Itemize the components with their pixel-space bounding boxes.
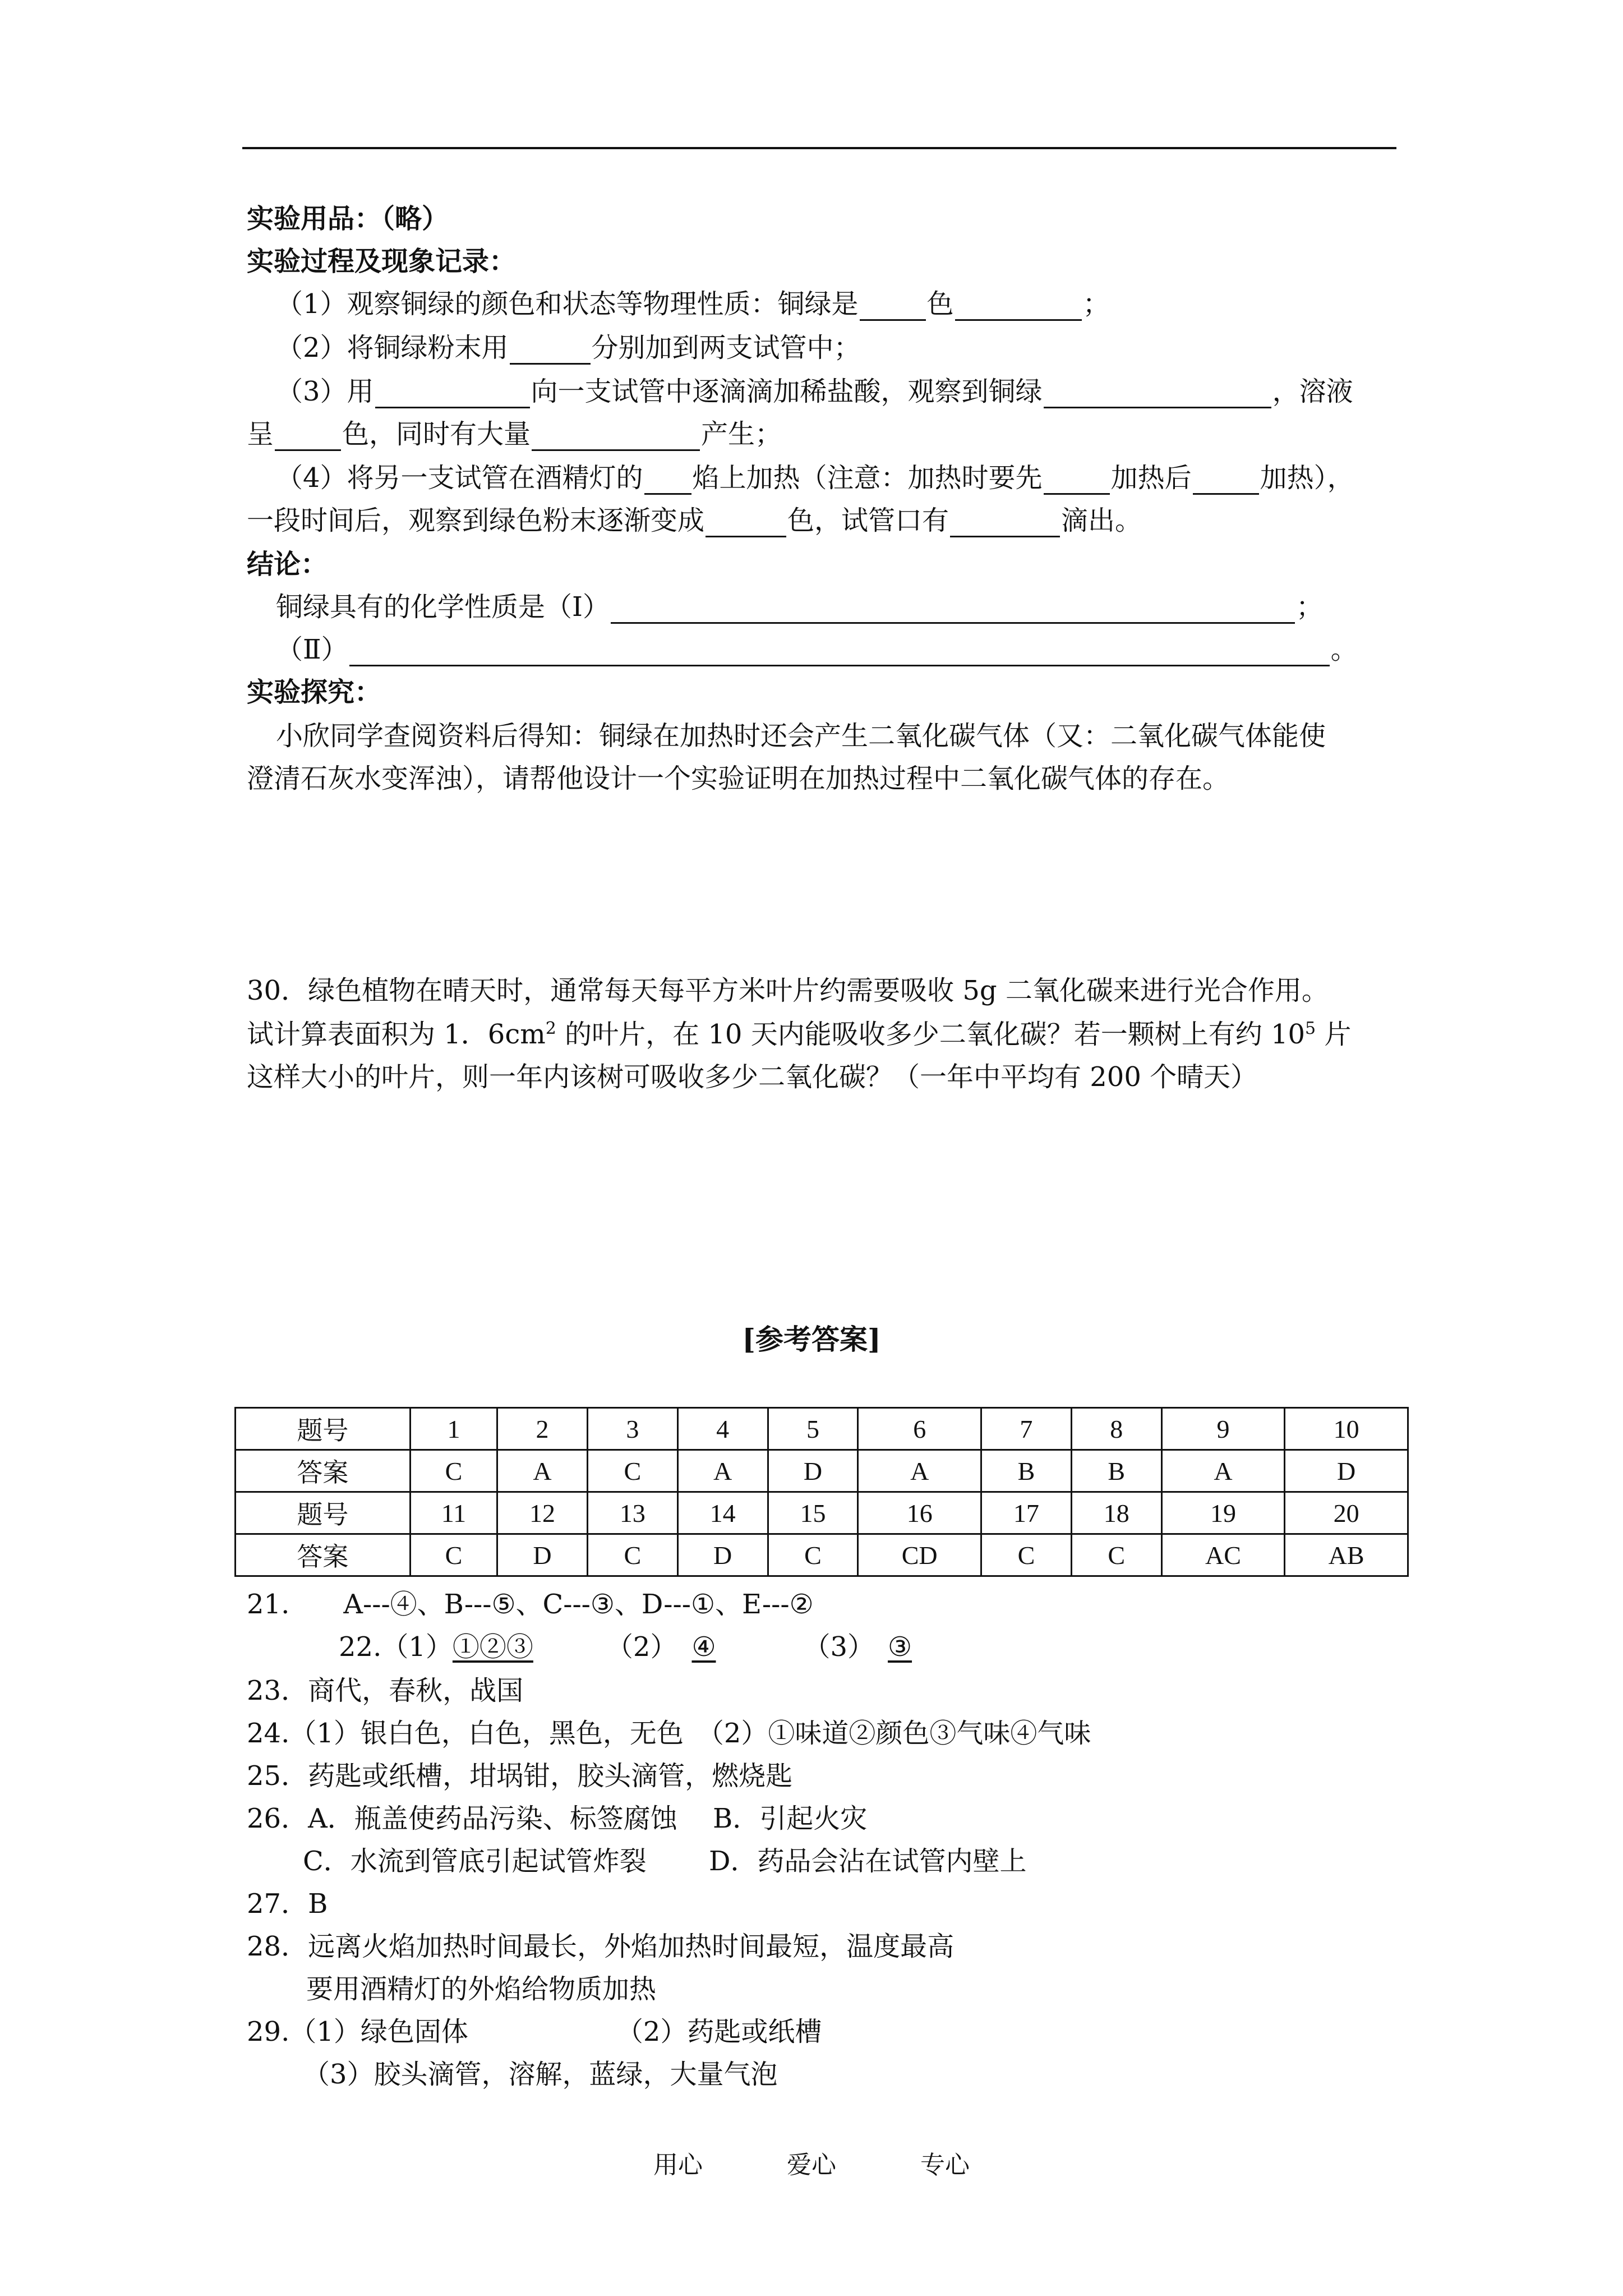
answer-29-text-2: （3）胶头滴管，溶解，蓝绿，大量气泡 (303, 2059, 778, 2090)
step3-text-a: （3）用 (276, 376, 374, 407)
answer-23-text: 23．商代，春秋，战国 (247, 1675, 524, 1706)
answer-22-label-1: 22.（1） (339, 1631, 453, 1663)
table-cell: C (768, 1534, 858, 1576)
table-cell: C (410, 1450, 497, 1492)
table-cell: AB (1285, 1534, 1408, 1576)
table-cell: 18 (1071, 1492, 1161, 1534)
step3-line-2 (247, 417, 782, 451)
table-cell: C (981, 1534, 1072, 1576)
table-cell: D (768, 1450, 858, 1492)
process-title (247, 245, 516, 278)
step4-text-f: 色，试管口有 (787, 505, 949, 536)
step4-text-g: 滴出。 (1061, 505, 1142, 536)
step4-blank-then[interactable] (1193, 465, 1259, 495)
conclusion-1-text: 铜绿具有的化学性质是（Ⅰ） (276, 591, 610, 623)
table-cell: 13 (587, 1492, 677, 1534)
table-cell: A (677, 1450, 768, 1492)
conclusion-title (247, 547, 328, 581)
step4-blank-first[interactable] (1044, 465, 1110, 495)
step3-blank-tool[interactable] (375, 379, 530, 408)
answer-29-text-1: 29.（1）绿色固体 （2）药匙或纸槽 (247, 2016, 822, 2047)
step4-text-e: 一段时间后，观察到绿色粉末逐渐变成 (247, 505, 705, 536)
conclusion-1-line (276, 590, 1323, 624)
q30-text-2c: 片 (1316, 1019, 1352, 1050)
answer-29-line-1 (247, 2015, 822, 2049)
answer-27 (247, 1887, 328, 1921)
conclusion-1-end: ； (1295, 591, 1323, 623)
header-rule (242, 147, 1396, 149)
answer-22-label-3: （3） (803, 1631, 875, 1663)
footer-item-1: 用心 (653, 2151, 703, 2179)
explore-line-1 (276, 719, 1326, 753)
step4-line (276, 461, 1354, 495)
table-cell: 8 (1071, 1408, 1161, 1450)
table-cell: A (858, 1450, 981, 1492)
table-cell: 19 (1161, 1492, 1285, 1534)
table-row-header: 答案 (236, 1450, 411, 1492)
explore-text-1: 小欣同学查阅资料后得知：铜绿在加热时还会产生二氧化碳气体（又：二氧化碳气体能使 (276, 720, 1326, 752)
step4-text-b: 焰上加热（注意：加热时要先 (692, 462, 1043, 494)
table-cell: D (1285, 1450, 1408, 1492)
table-row (236, 1408, 1408, 1450)
step1-text-a: （1）观察铜绿的颜色和状态等物理性质：铜绿是 (276, 288, 859, 320)
q30-text-1: 30．绿色植物在晴天时，通常每天每平方米叶片约需要吸收 5g 二氧化碳来进行光合作用。 (247, 975, 1329, 1006)
conclusion-1-blank[interactable] (611, 594, 1295, 624)
answers-title: [参考答案] (742, 1323, 881, 1356)
table-cell: C (410, 1534, 497, 1576)
table-cell: 11 (410, 1492, 497, 1534)
q30-line-3 (247, 1060, 1257, 1094)
answer-24 (247, 1717, 1091, 1750)
answer-28-text-2: 要用酒精灯的外焰给物质加热 (306, 1973, 657, 2005)
footer-item-3: 专心 (920, 2151, 970, 2179)
step3-text-b: 向一支试管中逐滴滴加稀盐酸，观察到铜绿 (531, 376, 1043, 407)
step2-blank[interactable] (510, 335, 591, 365)
table-cell: 9 (1161, 1408, 1285, 1450)
step2-line (276, 331, 861, 365)
table-row-header: 题号 (236, 1492, 411, 1534)
table-cell: A (1161, 1450, 1285, 1492)
table-cell: 2 (497, 1408, 588, 1450)
step3-line (276, 375, 1353, 408)
explore-title (247, 675, 381, 709)
materials-line (247, 202, 449, 236)
table-cell: 12 (497, 1492, 588, 1534)
conclusion-title-text: 结论： (247, 549, 328, 580)
table-cell: B (1071, 1450, 1161, 1492)
table-cell: 6 (858, 1408, 981, 1450)
q30-text-2b: 的叶片，在 10 天内能吸收多少二氧化碳？若一颗树上有约 10 (556, 1019, 1306, 1050)
materials-text: 实验用品：（略） (247, 203, 449, 234)
step1-text-c: ； (1082, 288, 1110, 320)
q30-line-2 (247, 1018, 1351, 1051)
answer-22-value-1: ①②③ (452, 1631, 533, 1663)
table-cell: 4 (677, 1408, 768, 1450)
table-cell: 20 (1285, 1492, 1408, 1534)
answer-26-line-1 (247, 1802, 867, 1835)
step1-line (276, 287, 1110, 321)
step3-blank-observe[interactable] (1044, 379, 1271, 408)
table-cell: 14 (677, 1492, 768, 1534)
table-cell: A (497, 1450, 588, 1492)
step3-blank-gas[interactable] (532, 421, 700, 451)
table-cell: 15 (768, 1492, 858, 1534)
step1-text-b: 色 (926, 288, 954, 320)
q30-sup-2: 5 (1305, 1019, 1316, 1038)
table-cell: C (1071, 1534, 1161, 1576)
process-title-text: 实验过程及现象记录： (247, 246, 517, 277)
step4-blank-flame[interactable] (644, 465, 691, 495)
answer-28-line-2 (306, 1972, 656, 2006)
table-cell: C (587, 1450, 677, 1492)
table-cell: D (677, 1534, 768, 1576)
explore-text-2: 澄清石灰水变浑浊），请帮他设计一个实验证明在加热过程中二氧化碳气体的存在。 (247, 763, 1230, 794)
table-row (236, 1450, 1408, 1492)
answer-23 (247, 1674, 523, 1708)
table-cell: AC (1161, 1534, 1285, 1576)
step3-text-f: 产生； (701, 418, 782, 450)
table-cell: 1 (410, 1408, 497, 1450)
table-cell: D (497, 1534, 588, 1576)
q30-text-3: 这样大小的叶片，则一年内该树可吸收多少二氧化碳？（一年中平均有 200 个晴天） (247, 1061, 1258, 1093)
step2-text-a: （2）将铜绿粉末用 (276, 332, 509, 364)
answer-22-value-2: ④ (691, 1631, 716, 1663)
step3-text-c: ，溶液 (1272, 376, 1353, 407)
step1-blank-state[interactable] (955, 291, 1082, 321)
conclusion-2-text: （Ⅱ） (276, 634, 348, 665)
conclusion-2-line (276, 633, 1358, 666)
step4-line-2 (247, 504, 1142, 537)
table-cell: 3 (587, 1408, 677, 1450)
step1-blank-color[interactable] (860, 291, 926, 321)
table-cell: 5 (768, 1408, 858, 1450)
answer-26-text-1: 26．A．瓶盖使药品污染、标签腐蚀 B．引起火灾 (247, 1803, 868, 1834)
answer-25-text: 25．药匙或纸槽，坩埚钳，胶头滴管，燃烧匙 (247, 1760, 793, 1792)
explore-title-text: 实验探究： (247, 677, 382, 708)
q30-text-2a: 试计算表面积为 1．6cm (247, 1019, 546, 1050)
step4-blank-liquid[interactable] (950, 508, 1060, 537)
table-cell: 16 (858, 1492, 981, 1534)
q30-sup-1: 2 (545, 1019, 556, 1038)
step3-text-d: 呈 (247, 418, 274, 450)
table-row-header: 答案 (236, 1534, 411, 1576)
table-cell: C (587, 1534, 677, 1576)
table-row (236, 1534, 1408, 1576)
table-cell: 10 (1285, 1408, 1408, 1450)
step4-text-d: 加热）， (1260, 462, 1354, 494)
answer-28-text-1: 28．远离火焰加热时间最长，外焰加热时间最短，温度最高 (247, 1931, 955, 1962)
answer-21-text: 21. A---④、B---⑤、C---③、D---①、E---② (247, 1589, 814, 1620)
answer-21 (247, 1588, 814, 1621)
footer-item-2: 爱心 (787, 2151, 836, 2179)
answer-24-text: 24.（1）银白色，白色，黑色，无色 （2）①味道②颜色③气味④气味 (247, 1718, 1091, 1749)
q30-line-1 (247, 974, 1329, 1007)
answer-26-text-2: C．水流到管底引起试管炸裂 D．药品会沾在试管内壁上 (303, 1846, 1027, 1877)
answer-table (234, 1407, 1409, 1577)
conclusion-2-end: 。 (1330, 634, 1358, 665)
page-footer (0, 2150, 1623, 2181)
conclusion-2-blank[interactable] (349, 637, 1330, 666)
table-row-header: 题号 (236, 1408, 411, 1450)
table-cell: CD (858, 1534, 981, 1576)
answer-22-value-3: ③ (888, 1631, 912, 1663)
answer-27-text: 27．B (247, 1888, 328, 1920)
step3-blank-color[interactable] (275, 421, 341, 451)
answer-26-line-2 (303, 1844, 1026, 1878)
step2-text-b: 分别加到两支试管中； (591, 332, 861, 364)
answer-22 (339, 1630, 925, 1664)
step4-text-a: （4）将另一支试管在酒精灯的 (276, 462, 643, 494)
step4-blank-color[interactable] (706, 508, 786, 537)
step4-text-c: 加热后 (1110, 462, 1192, 494)
explore-line-2 (247, 762, 1229, 795)
step3-text-e: 色，同时有大量 (342, 418, 531, 450)
table-row (236, 1492, 1408, 1534)
answer-25 (247, 1759, 792, 1793)
answer-28-line-1 (247, 1930, 954, 1963)
table-cell: 7 (981, 1408, 1072, 1450)
answer-22-label-2: （2） (606, 1631, 677, 1663)
answer-29-line-2 (303, 2058, 778, 2091)
table-cell: B (981, 1450, 1072, 1492)
table-cell: 17 (981, 1492, 1072, 1534)
